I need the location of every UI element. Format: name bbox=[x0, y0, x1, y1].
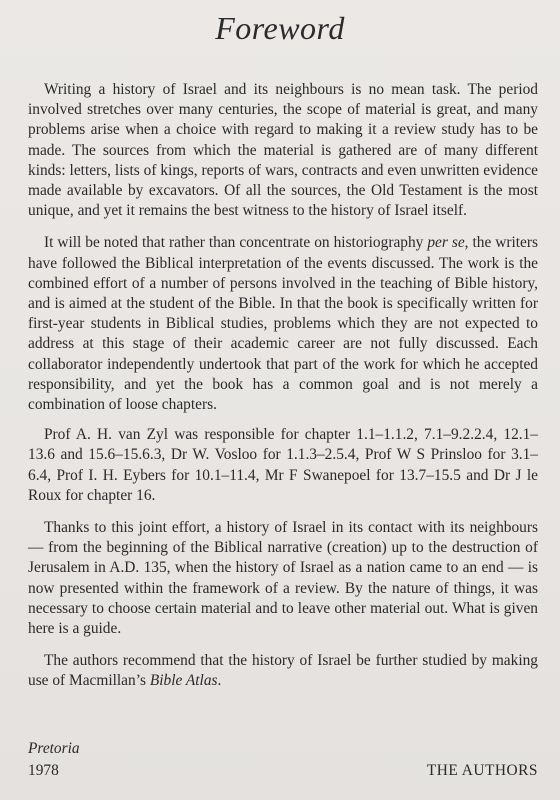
paragraph-5-start: The authors recommend that the history of Israel be further studied by making use of Macmillan’s bbox=[28, 652, 538, 690]
signature-place: Pretoria bbox=[28, 740, 80, 757]
paragraph-5-italic: Bible Atlas bbox=[149, 672, 218, 690]
paragraph-4: Thanks to this joint effort, a history of Israel in its contact with its neighbours — from the beginning of the Biblical narrative (creation) up to the destruction of Jerusalem in A.D. 135, when the history of Israel as a nation came to an end — is now presented within the framework of a review. By the nature of things, it was necessary to choose certain material and to leave other material out. What is given here is a guide. bbox=[28, 519, 538, 638]
signature-year: 1978 bbox=[28, 762, 59, 779]
signature-authors: THE AUTHORS bbox=[426, 762, 538, 779]
page-title: Foreword bbox=[215, 10, 345, 46]
signature-block bbox=[28, 740, 538, 780]
paragraph-2-end: , the writers have followed the Biblical interpretation of the events discussed. The work is the combined effort of a number of persons involved in the teaching of Bible history, and is aimed at the student of the Bible. In that the book is specifically written for first-year students in Biblical studies, problems which they are not expected to address at this stage of their academic career are not fully discussed. Each collaborator independently undertook that part of the work for which he accepted responsibility, and yet the book has a common goal and is not merely a combination of loose chapters. bbox=[28, 234, 538, 414]
paragraph-2-italic: per se bbox=[427, 234, 465, 252]
paragraph-1: Writing a history of Israel and its neighbours is no mean task. The period involved stretches over many centuries, the scope of material is great, and many problems arise when a choice with regard to making it a review study has to be made. The sources from which the material is gathered are of many different kinds: letters, lists of kings, reports of wars, contracts and even unwritten evidence made available by excavators. Of all the sources, the Old Testament is the most unique, and yet it remains the best witness to the history of Israel itself. bbox=[28, 81, 538, 220]
paragraph-2 bbox=[28, 233, 538, 415]
foreword-body bbox=[28, 80, 538, 704]
paragraph-3: Prof A. H. van Zyl was responsible for chapter 1.1–1.1.2, 7.1–9.2.2.4, 12.1–13.6 and 15.6–15.6.3, Dr W. Vosloo for 1.1.3–2.5.4, Prof W S Prinsloo for 3.1–6.4, Prof I. H. Eybers for 10.1–11.4, Mr F Swanepoel for 13.7–15.5 and Dr J le Roux for chapter 16. bbox=[28, 426, 538, 504]
paragraph-2-start: It will be noted that rather than concentrate on historiography bbox=[44, 234, 428, 252]
paragraph-5 bbox=[28, 651, 538, 691]
paragraph-5-end: . bbox=[217, 672, 222, 690]
